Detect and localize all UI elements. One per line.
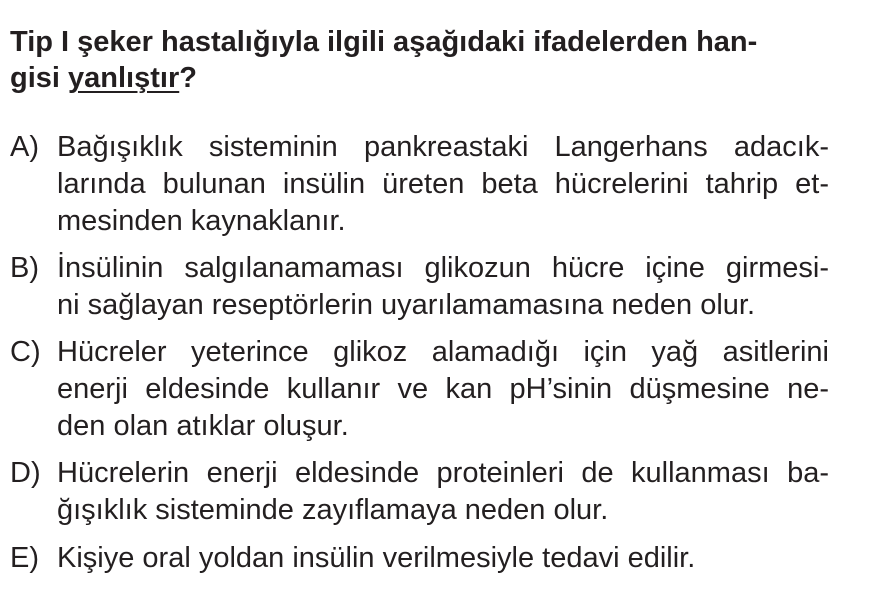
option-text-line: mesinden kaynaklanır.: [57, 205, 346, 237]
option-letter: C): [10, 336, 41, 368]
option-b[interactable]: [10, 250, 860, 324]
option-d[interactable]: [10, 455, 860, 529]
question-stem: [10, 24, 860, 96]
option-text-line: larında bulunan insülin üreten beta hücrelerini tahrip et-: [57, 168, 829, 200]
option-letter: B): [10, 252, 39, 284]
option-e[interactable]: [10, 540, 860, 577]
question-line-1: Tip I şeker hastalığıyla ilgili aşağıdaki ifadelerden han-: [10, 26, 758, 58]
question-line-2: [10, 60, 860, 96]
option-letter: D): [10, 457, 41, 489]
option-letter: A): [10, 131, 39, 163]
option-a[interactable]: [10, 129, 860, 240]
option-text-line: ni sağlayan reseptörlerin uyarılamamasına neden olur.: [57, 289, 756, 321]
option-c[interactable]: [10, 334, 860, 445]
question-mark: ?: [179, 62, 197, 94]
option-letter: E): [10, 542, 39, 574]
option-text-line: enerji eldesinde kullanır ve kan pH’sinin düşmesine ne-: [57, 373, 829, 405]
option-text-line: Bağışıklık sisteminin pankreastaki Langerhans adacık-: [57, 131, 829, 163]
question-line-2-start: gisi: [10, 62, 69, 94]
option-text-line: den olan atıklar oluşur.: [57, 410, 349, 442]
option-text-line: İnsülinin salgılanamaması glikozun hücre içine girmesi-: [57, 252, 829, 284]
option-text-line: Hücreler yeterince glikoz alamadığı için yağ asitlerini: [57, 336, 829, 368]
option-text-line: Hücrelerin enerji eldesinde proteinleri de kullanması ba-: [57, 457, 829, 489]
option-text-line: ğışıklık sisteminde zayıflamaya neden olur.: [57, 494, 609, 526]
emphasized-word: yanlıştır: [68, 62, 180, 94]
option-text-line: Kişiye oral yoldan insülin verilmesiyle tedavi edilir.: [57, 542, 696, 574]
